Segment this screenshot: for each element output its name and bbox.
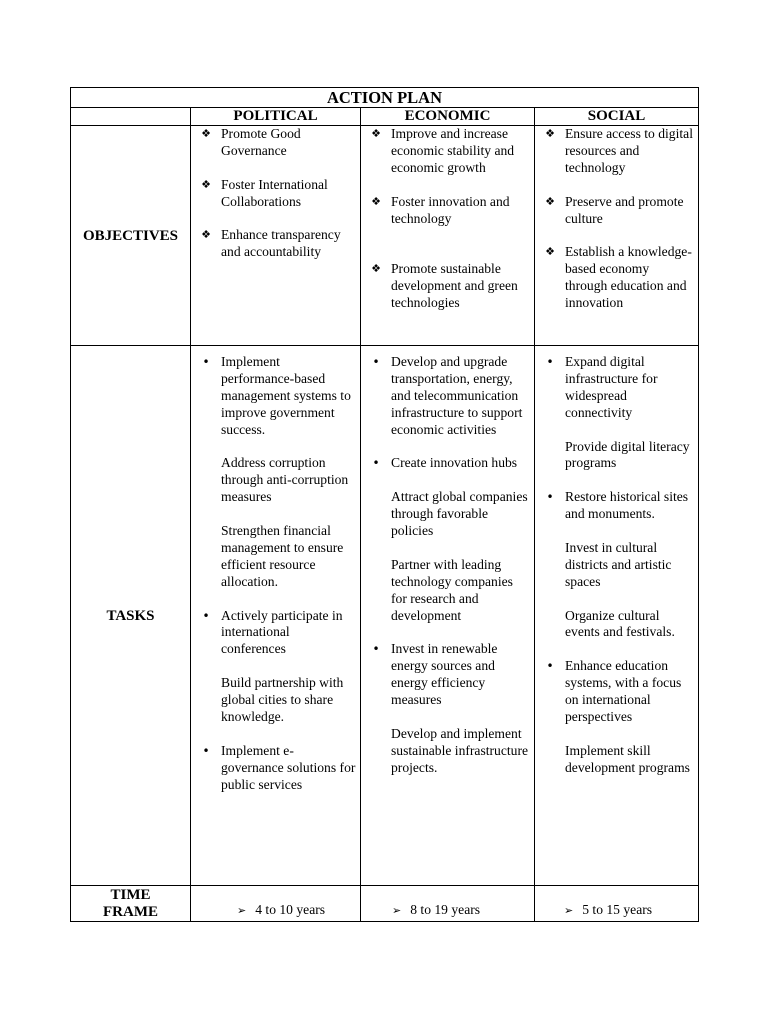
item-text: Implement e-governance solutions for public services: [221, 742, 356, 792]
diamond-bullet-icon: ❖: [371, 262, 381, 276]
tasks-social-list: [542, 354, 694, 777]
objectives-social-cell: [535, 126, 699, 346]
time-label-line1: TIME: [110, 886, 151, 903]
round-bullet-icon: •: [546, 659, 554, 674]
item-text: Preserve and promote culture: [565, 193, 684, 226]
diamond-bullet-icon: ❖: [371, 194, 381, 208]
list-item: [542, 244, 694, 312]
tasks-political-list: [198, 354, 356, 793]
time-label-line2: FRAME: [103, 903, 158, 920]
list-item: [368, 354, 530, 439]
list-item: [368, 726, 530, 777]
list-item: [542, 608, 694, 642]
action-plan-table: [70, 87, 699, 922]
diamond-bullet-icon: ❖: [201, 127, 211, 140]
item-text: Invest in cultural districts and artistic spaces: [565, 539, 672, 589]
row-label-tasks: TASKS: [71, 346, 191, 886]
item-text: Invest in renewable energy sources and energy efficiency measures: [391, 641, 498, 708]
list-item: [542, 743, 694, 777]
corner-cell: [71, 108, 191, 126]
round-bullet-icon: •: [372, 642, 380, 657]
item-text: Attract global companies through favorable policies: [391, 489, 528, 539]
item-text: Create innovation hubs: [391, 455, 518, 471]
diamond-bullet-icon: ❖: [545, 245, 555, 259]
list-item: [368, 489, 530, 540]
round-bullet-icon: •: [202, 355, 210, 369]
list-item: [368, 557, 530, 625]
objectives-economic-list: [368, 126, 530, 312]
time-frame-social-cell: [535, 886, 699, 922]
round-bullet-icon: •: [202, 608, 210, 623]
objectives-political-cell: [191, 126, 361, 346]
item-text: Develop and implement sustainable infrastructure projects.: [391, 725, 529, 775]
list-item: [368, 455, 530, 472]
list-item: [198, 523, 356, 591]
time-frame-value: 4 to 10 years: [255, 902, 326, 917]
item-text: Implement performance-based management systems to improve government success.: [221, 354, 351, 437]
objectives-social-list: [542, 126, 694, 312]
item-text: Build partnership with global cities to share knowledge.: [221, 675, 344, 724]
item-text: Improve and increase economic stability and economic growth: [391, 126, 515, 175]
table-title: ACTION PLAN: [71, 88, 699, 108]
header-row: [71, 108, 699, 126]
round-bullet-icon: •: [372, 355, 380, 369]
item-text: Establish a knowledge-based economy through education and innovation: [565, 244, 692, 311]
list-item: [542, 126, 694, 177]
round-bullet-icon: •: [372, 456, 380, 471]
item-text: Partner with leading technology companies for research and development: [391, 556, 513, 623]
time-frame-economic-cell: [361, 886, 535, 922]
item-text: Enhance transparency and accountability: [221, 227, 341, 260]
diamond-bullet-icon: ❖: [545, 194, 555, 208]
list-item: [368, 126, 530, 177]
list-item: [198, 227, 356, 261]
arrow-bullet-icon: ➢: [392, 904, 402, 917]
list-item: [542, 354, 694, 422]
objectives-row: [71, 126, 699, 346]
title-row: [71, 88, 699, 108]
item-text: Actively participate in international conferences: [221, 607, 343, 657]
objectives-political-list: [198, 126, 356, 261]
item-text: Strengthen financial management to ensure efficient resource allocation.: [221, 523, 344, 589]
tasks-economic-list: [368, 354, 530, 777]
list-item: [198, 354, 356, 439]
list-item: [368, 261, 530, 312]
time-frame-value: 8 to 19 years: [410, 902, 481, 917]
item-text: Promote Good Governance: [221, 126, 301, 158]
row-label-objectives: OBJECTIVES: [71, 126, 191, 346]
list-item: [198, 126, 356, 160]
list-item: [368, 194, 530, 228]
round-bullet-icon: •: [202, 743, 210, 758]
column-header-political: POLITICAL: [191, 108, 361, 126]
arrow-bullet-icon: ➢: [237, 904, 247, 917]
diamond-bullet-icon: ❖: [201, 177, 211, 191]
item-text: Promote sustainable development and green technologies: [391, 261, 518, 311]
row-label-time-frame: [71, 886, 191, 922]
list-item: [542, 489, 694, 523]
item-text: Enhance education systems, with a focus on international perspectives: [565, 658, 682, 724]
column-header-social: SOCIAL: [535, 108, 699, 126]
list-item: [542, 439, 694, 473]
round-bullet-icon: •: [546, 355, 554, 369]
item-text: Restore historical sites and monuments.: [565, 489, 689, 522]
round-bullet-icon: •: [546, 490, 554, 505]
list-item: [198, 675, 356, 726]
list-item: [198, 743, 356, 794]
item-text: Foster innovation and technology: [391, 193, 510, 226]
time-frame-political-cell: [191, 886, 361, 922]
item-text: Ensure access to digital resources and technology: [565, 126, 693, 175]
item-text: Provide digital literacy programs: [565, 438, 690, 471]
list-item: [542, 194, 694, 228]
tasks-economic-cell: [361, 346, 535, 886]
time-frame-row: [71, 886, 699, 922]
item-text: Address corruption through anti-corruption measures: [221, 455, 349, 505]
tasks-social-cell: [535, 346, 699, 886]
objectives-economic-cell: [361, 126, 535, 346]
list-item: [542, 658, 694, 726]
list-item: [368, 641, 530, 709]
item-text: Implement skill development programs: [565, 742, 690, 775]
tasks-political-cell: [191, 346, 361, 886]
list-item: [542, 540, 694, 591]
column-header-economic: ECONOMIC: [361, 108, 535, 126]
list-item: [198, 608, 356, 659]
diamond-bullet-icon: ❖: [371, 127, 381, 140]
item-text: Foster International Collaborations: [221, 176, 328, 209]
tasks-row: [71, 346, 699, 886]
item-text: Organize cultural events and festivals.: [565, 607, 675, 640]
list-item: [198, 177, 356, 211]
item-text: Expand digital infrastructure for widespread connectivity: [565, 354, 658, 420]
item-text: Develop and upgrade transportation, energy, and telecommunication infrastructure to support economic activities: [391, 354, 523, 437]
diamond-bullet-icon: ❖: [545, 127, 555, 140]
list-item: [198, 455, 356, 506]
diamond-bullet-icon: ❖: [201, 228, 211, 242]
arrow-bullet-icon: ➢: [564, 904, 574, 917]
time-frame-value: 5 to 15 years: [582, 902, 653, 917]
